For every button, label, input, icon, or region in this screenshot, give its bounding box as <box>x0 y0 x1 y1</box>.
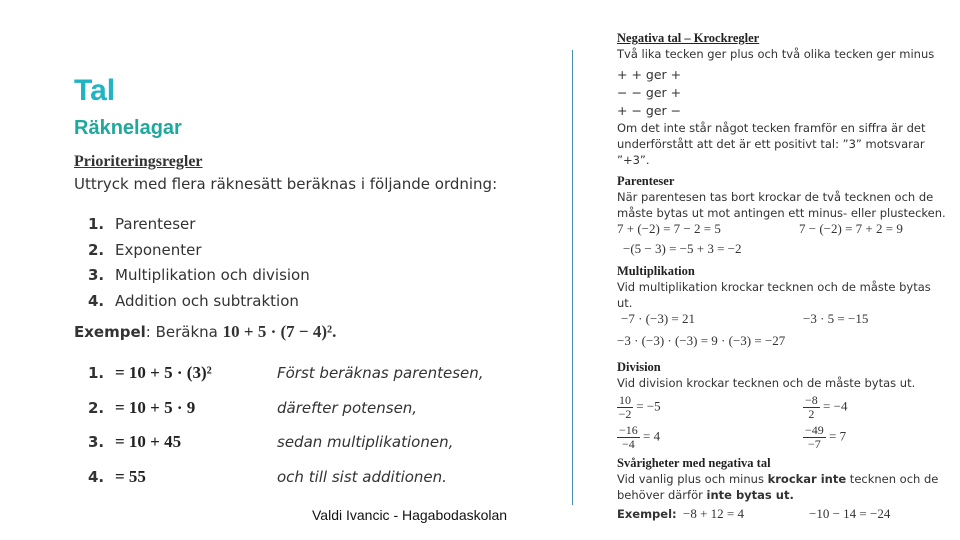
text: tecknen och de <box>846 472 939 486</box>
text: −(5 − 3) = −5 + 3 = −2 <box>623 241 742 256</box>
footer-author: Valdi Ivancic - Hagabodaskolan <box>312 507 508 523</box>
text: Först beräknas parentesen, <box>277 364 484 382</box>
text: + − ger − <box>617 103 682 118</box>
text: = 7 <box>829 428 847 444</box>
text: Multiplikation <box>617 264 695 278</box>
text: När parentesen tas bort krockar de två tecknen och de <box>617 190 934 204</box>
text: 4. <box>88 291 105 310</box>
text: −10 − 14 = −24 <box>809 506 891 521</box>
example-steps <box>88 356 484 494</box>
text: 10 <box>619 393 631 407</box>
text: och till sist additionen. <box>277 467 447 486</box>
slide-subtitle: Räknelagar <box>74 117 182 139</box>
fraction <box>803 394 820 421</box>
list-item <box>88 263 310 289</box>
text: = 4 <box>643 428 661 444</box>
text: Vid division krockar tecknen och de måste bytas ut. <box>617 376 916 390</box>
text: −8 <box>805 393 818 407</box>
example-line <box>74 322 336 342</box>
text: 4. <box>88 467 105 486</box>
text: = −5 <box>636 398 661 414</box>
list-item <box>88 238 310 264</box>
text: måste bytas ut mot antingen ett minus- eller plustecken. <box>617 206 946 220</box>
text: Negativa tal – Krockregler <box>617 31 760 45</box>
text: Exponenter <box>115 240 202 259</box>
step-row <box>88 460 484 495</box>
text: 7 + (−2) = 7 − 2 = 5 <box>617 221 721 236</box>
text: Om det inte står något tecken framför en siffra är det <box>617 121 926 135</box>
text: 3. <box>88 266 105 284</box>
text: Exempel <box>74 323 146 341</box>
text: 2 <box>808 407 815 421</box>
text: −49 <box>805 423 824 437</box>
text: Vid vanlig plus och minus <box>617 472 768 486</box>
list-item <box>88 212 310 238</box>
text: inte bytas ut. <box>706 488 794 502</box>
text: −16 <box>619 423 638 437</box>
text: − − ger + <box>617 85 682 100</box>
fraction <box>617 394 633 421</box>
fraction <box>803 424 826 451</box>
divider <box>572 50 573 505</box>
text: −7 <box>808 437 821 451</box>
intro-text: Uttryck med flera räknesätt beräknas i följande ordning: <box>74 175 498 193</box>
text: = 10 + 45 <box>115 432 182 451</box>
text: Vid multiplikation krockar tecknen och de måste bytas ut. <box>617 280 931 310</box>
text: = 55 <box>115 466 146 486</box>
text: −8 + 12 = 4 <box>683 506 744 521</box>
text: 2. <box>88 240 105 259</box>
step-row <box>88 356 484 391</box>
text: behöver därför <box>617 488 707 502</box>
text: Multiplikation och division <box>115 266 310 284</box>
text: 1. <box>88 364 105 382</box>
text: + + ger + <box>617 67 682 82</box>
section-heading: Prioriteringsregler <box>74 153 203 170</box>
text: Division <box>617 360 661 374</box>
text: krockar inte <box>767 472 847 486</box>
text: : Beräkna <box>145 323 223 341</box>
text: 10 + 5 · (7 − 4)². <box>222 322 337 341</box>
right-panel <box>617 30 947 522</box>
fraction <box>617 424 640 451</box>
step-row <box>88 425 484 460</box>
text: −7 · (−3) = 21 <box>621 311 695 326</box>
text: 7 − (−2) = 7 + 2 = 9 <box>799 221 903 236</box>
text: = 10 + 5 · (3)² <box>115 363 212 382</box>
text: Svårigheter med negativa tal <box>617 456 771 470</box>
text: −3 · (−3) · (−3) = 9 · (−3) = −27 <box>617 333 786 348</box>
text: −2 <box>618 407 632 421</box>
text: −4 <box>622 437 635 451</box>
text: Exempel: <box>617 507 677 521</box>
text: sedan multiplikationen, <box>277 433 454 451</box>
text: Två lika tecken ger plus och två olika tecken ger minus <box>617 47 935 61</box>
text: = −4 <box>823 398 848 414</box>
text: Parenteser <box>617 174 675 188</box>
slide-title: Tal <box>74 74 116 107</box>
text: Addition och subtraktion <box>115 291 299 310</box>
text: 1. <box>88 215 105 233</box>
text: −3 · 5 = −15 <box>803 311 869 326</box>
list-item <box>88 289 310 315</box>
step-row <box>88 391 484 426</box>
text: 2. <box>88 398 105 417</box>
text: underförstått att det är ett positivt tal: ”3” motsvarar ”+3”. <box>617 137 925 167</box>
text: = 10 + 5 · 9 <box>115 397 196 417</box>
text: 3. <box>88 433 105 451</box>
order-list <box>88 212 310 314</box>
text: därefter potensen, <box>277 398 418 417</box>
text: Parenteser <box>115 215 196 233</box>
